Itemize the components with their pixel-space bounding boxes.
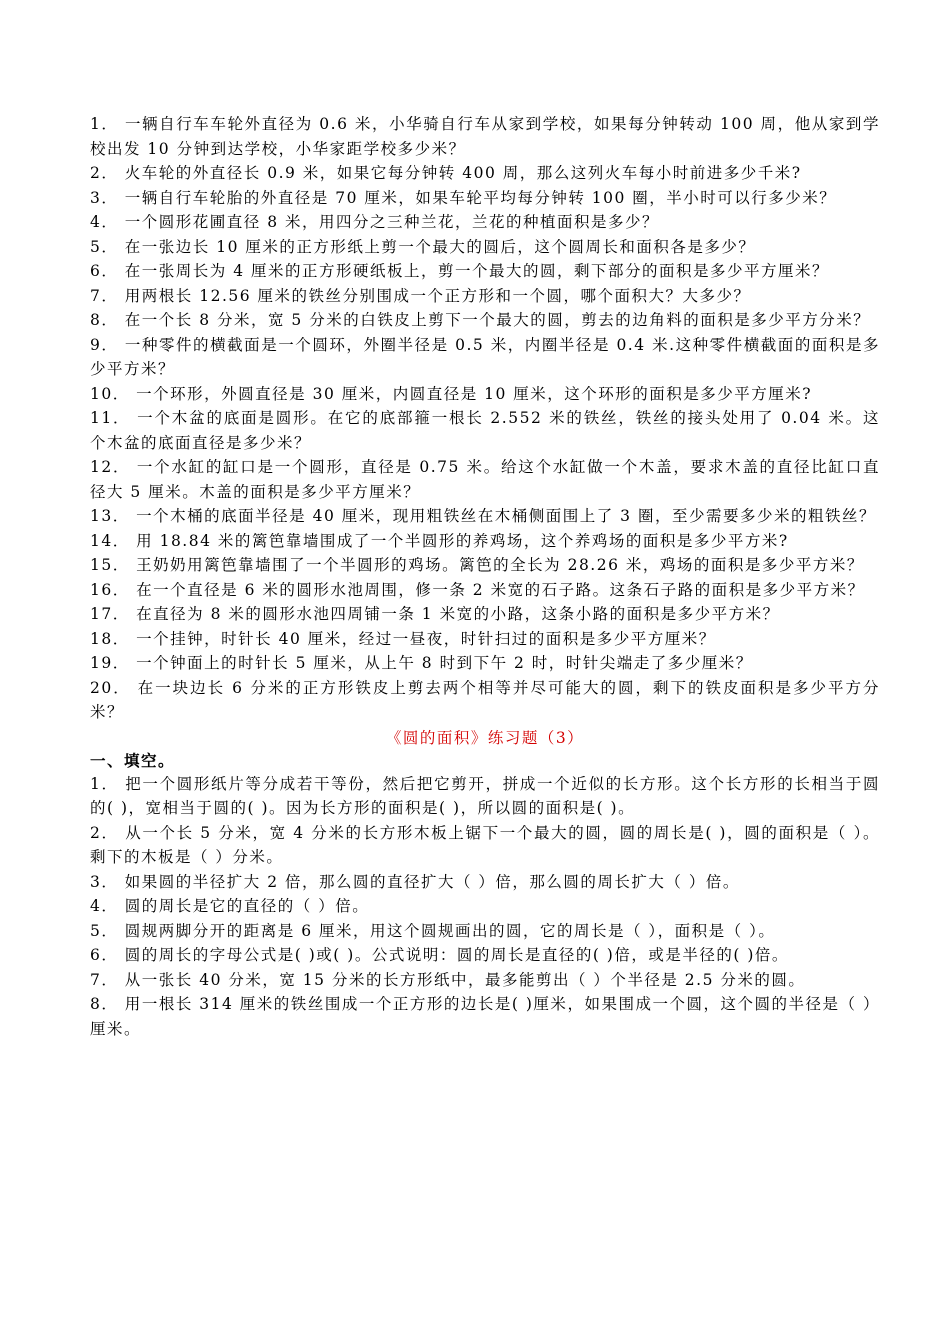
fill-in-list bbox=[90, 772, 880, 1042]
fill-in-item: 5． 圆规两脚分开的距离是 6 厘米，用这个圆规画出的圆，它的周长是（ ），面积是（ ）。 bbox=[90, 921, 776, 940]
problem-item: 17． 在直径为 8 米的圆形水池四周铺一条 1 米宽的小路，这条小路的面积是多少平方米？ bbox=[90, 605, 780, 623]
problem-item: 4． 一个圆形花圃直径 8 米，用四分之三种兰花，兰花的种植面积是多少？ bbox=[90, 213, 660, 231]
problem-item: 12． 一个水缸的缸口是一个圆形，直径是 0.75 米。给这个水缸做一个木盖，要求木盖的直径比缸口直径大 5 厘米。木盖的面积是多少平方厘米？ bbox=[90, 458, 880, 501]
problem-item: 14． 用 18.84 米的篱笆靠墙围成了一个半圆形的养鸡场，这个养鸡场的面积是多少平方米? bbox=[90, 531, 789, 550]
problem-item: 2． 火车轮的外直径长 0.9 米，如果它每分钟转 400 周，那么这列火车每小时前进多少千米? bbox=[90, 164, 802, 182]
problem-item: 7． 用两根长 12.56 厘米的铁丝分别围成一个正方形和一个圆，哪个面积大？大多少？ bbox=[90, 286, 751, 305]
problem-item: 13． 一个木桶的底面半径是 40 厘米，现用粗铁丝在木桶侧面围上了 3 圈，至少需要多少米的粗铁丝？ bbox=[90, 507, 876, 525]
problem-item: 8． 在一个长 8 分米，宽 5 分米的白铁皮上剪下一个最大的圆，剪去的边角料的面积是多少平方分米？ bbox=[90, 311, 871, 329]
fill-in-item: 1． 把一个圆形纸片等分成若干等份，然后把它剪开，拼成一个近似的长方形。这个长方形的长相当于圆的( )，宽相当于圆的( )。因为长方形的面积是( )，所以圆的面积是( )。 bbox=[90, 774, 880, 817]
problem-item: 10． 一个环形，外圆直径是 30 厘米，内圆直径是 10 厘米，这个环形的面积是多少平方厘米? bbox=[90, 384, 813, 403]
document-content bbox=[90, 112, 880, 1041]
problem-item: 9． 一种零件的横截面是一个圆环，外圈半径是 0.5 米，内圈半径是 0.4 米.这种零件横截面的面积是多少平方米？ bbox=[90, 335, 880, 378]
problem-item: 3． 一辆自行车轮胎的外直径是 70 厘米，如果车轮平均每分钟转 100 圈，半小时可以行多少米？ bbox=[90, 188, 837, 207]
problem-item: 16． 在一个直径是 6 米的圆形水池周围，修一条 2 米宽的石子路。这条石子路的面积是多少平方米？ bbox=[90, 580, 865, 599]
problem-item: 6． 在一张周长为 4 厘米的正方形硬纸板上，剪一个最大的圆，剩下部分的面积是多少平方厘米？ bbox=[90, 262, 830, 280]
problem-item: 15． 王奶奶用篱笆靠墙围了一个半圆形的鸡场。篱笆的全长为 28.26 米，鸡场的面积是多少平方米？ bbox=[90, 556, 864, 574]
section-title: 《圆的面积》练习题（3） bbox=[385, 728, 585, 747]
word-problems-list bbox=[90, 112, 880, 725]
fill-in-item: 4． 圆的周长是它的直径的（ ）倍。 bbox=[90, 897, 370, 915]
fill-in-heading: 一、填空。 bbox=[90, 751, 176, 770]
problem-item: 5． 在一张边长 10 厘米的正方形纸上剪一个最大的圆后，这个圆周长和面积各是多少？ bbox=[90, 237, 756, 256]
fill-in-item: 7． 从一张长 40 分米，宽 15 分米的长方形纸中，最多能剪出（ ）个半径是 2.5 分米的圆。 bbox=[90, 970, 806, 989]
fill-in-item: 3． 如果圆的半径扩大 2 倍，那么圆的直径扩大（ ）倍，那么圆的周长扩大（ ）倍。 bbox=[90, 872, 740, 891]
problem-item: 1． 一辆自行车车轮外直径为 0.6 米，小华骑自行车从家到学校，如果每分钟转动 100 周，他从家到学校出发 10 分钟到达学校，小华家距学校多少米？ bbox=[90, 115, 880, 158]
problem-item: 19． 一个钟面上的时针长 5 厘米，从上午 8 时到下午 2 时，时针尖端走了多少厘米？ bbox=[90, 654, 753, 672]
problem-item: 18． 一个挂钟，时针长 40 厘米，经过一昼夜，时针扫过的面积是多少平方厘米？ bbox=[90, 629, 716, 648]
fill-in-item: 6． 圆的周长的字母公式是( )或( )。公式说明：圆的周长是直径的( )倍，或是半径的( )倍。 bbox=[90, 946, 789, 964]
fill-in-item: 2． 从一个长 5 分米，宽 4 分米的长方形木板上锯下一个最大的圆，圆的周长是( )，圆的面积是（ ）。 剩下的木板是（ ）分米。 bbox=[90, 823, 880, 866]
problem-item: 20． 在一块边长 6 分米的正方形铁皮上剪去两个相等并尽可能大的圆，剩下的铁皮面积是多少平方分米？ bbox=[90, 678, 880, 721]
fill-in-item: 8． 用一根长 314 厘米的铁丝围成一个正方形的边长是( )厘米，如果围成一个圆，这个圆的半径是（ ）厘米。 bbox=[90, 995, 880, 1038]
problem-item: 11． 一个木盆的底面是圆形。在它的底部箍一根长 2.552 米的铁丝，铁丝的接头处用了 0.04 米。这个木盆的底面直径是多少米？ bbox=[90, 409, 880, 452]
